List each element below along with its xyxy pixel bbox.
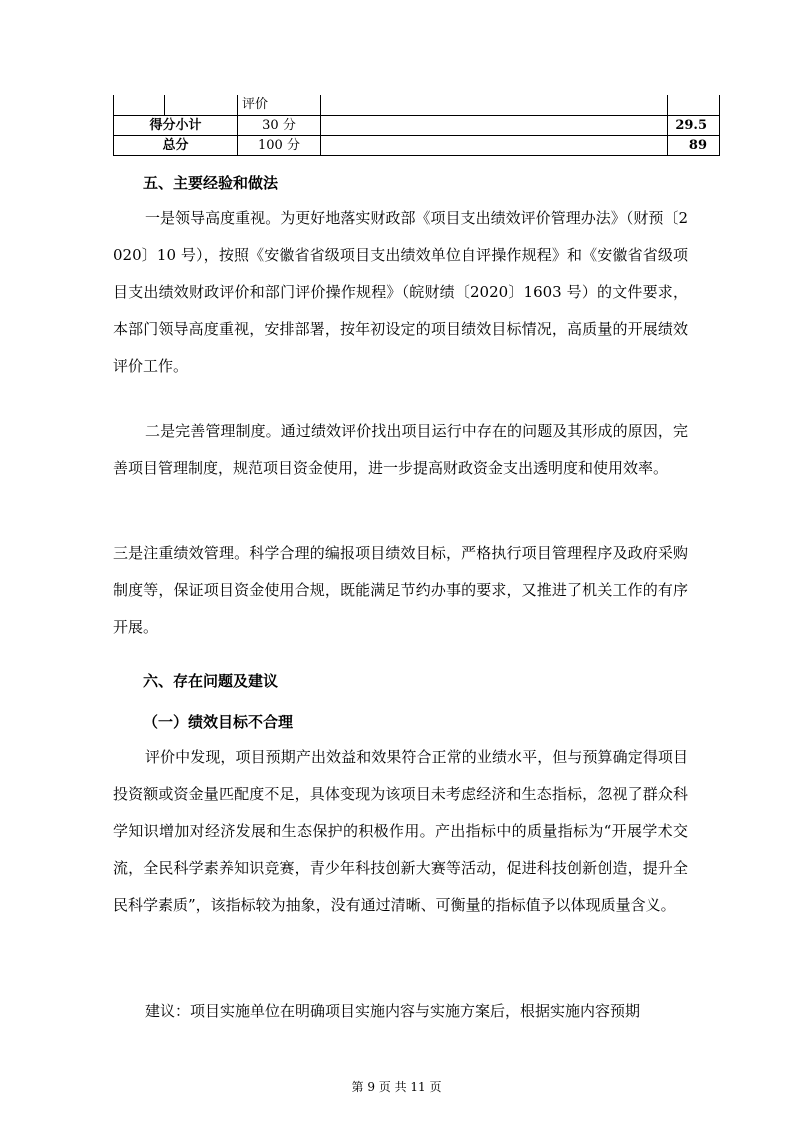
total-score: 89 — [668, 135, 720, 156]
table-row — [113, 115, 720, 135]
total-weight: 100 分 — [238, 135, 321, 156]
subtotal-label: 得分小计 — [113, 115, 238, 135]
table-cell-empty — [321, 135, 668, 156]
table-cell-empty — [113, 95, 165, 115]
table-cell-empty — [165, 95, 238, 115]
section-heading: 六、存在问题及建议 — [143, 672, 279, 690]
paragraph: 评价中发现，项目预期产出效益和效果符合正常的业绩水平，但与预算确定得项目投资额或资金量匹配度不足，具体变现为该项目未考虑经济和生态指标，忽视了群众科学知识增加对经济发展和生态保护的积极作用。产出指标中的质量指标为“开展学术交流，全民科学素养知识竞赛，青少年科技创新大赛等活动，促进科技创新创造，提升全民科学素质”，该指标较为抽象，没有通过清晰、可衡量的指标值予以体现质量含义。 — [113, 748, 688, 914]
score-table — [113, 95, 720, 157]
paragraph: 建议：项目实施单位在明确项目实施内容与实施方案后，根据实施内容预期 — [145, 1002, 641, 1020]
table-cell-empty — [668, 95, 720, 115]
paragraph: 三是注重绩效管理。科学合理的编报项目绩效目标，严格执行项目管理程序及政府采购制度等，保证项目资金使用合规，既能满足节约办事的要求，又推进了机关工作的有序开展。 — [113, 544, 688, 636]
page-number: 第 9 页 共 11 页 — [351, 1080, 442, 1094]
paragraph: 一是领导高度重视。为更好地落实财政部《项目支出绩效评价管理办法》（财预〔2020〕10 号），按照《安徽省省级项目支出绩效单位自评操作规程》和《安徽省省级项目支出绩效财政评价和部门评价操作规程》（皖财绩〔2020〕1603 号）的文件要求，本部门领导高度重视，安排部署，按年初设定的项目绩效目标情况，高质量的开展绩效评价工作。 — [113, 209, 688, 375]
table-cell-empty — [321, 95, 668, 115]
paragraph: 二是完善管理制度。通过绩效评价找出项目运行中存在的问题及其形成的原因，完善项目管理制度，规范项目资金使用，进一步提高财政资金支出透明度和使用效率。 — [113, 422, 688, 477]
table-cell-label: 评价 — [238, 95, 321, 115]
table-cell-empty — [321, 115, 668, 135]
total-label: 总分 — [113, 135, 238, 156]
subsection-heading: （一）绩效目标不合理 — [143, 713, 294, 731]
table-row — [113, 95, 720, 115]
table-row — [113, 135, 720, 156]
subtotal-score: 29.5 — [668, 115, 720, 135]
section-heading: 五、主要经验和做法 — [143, 174, 279, 192]
subtotal-weight: 30 分 — [238, 115, 321, 135]
